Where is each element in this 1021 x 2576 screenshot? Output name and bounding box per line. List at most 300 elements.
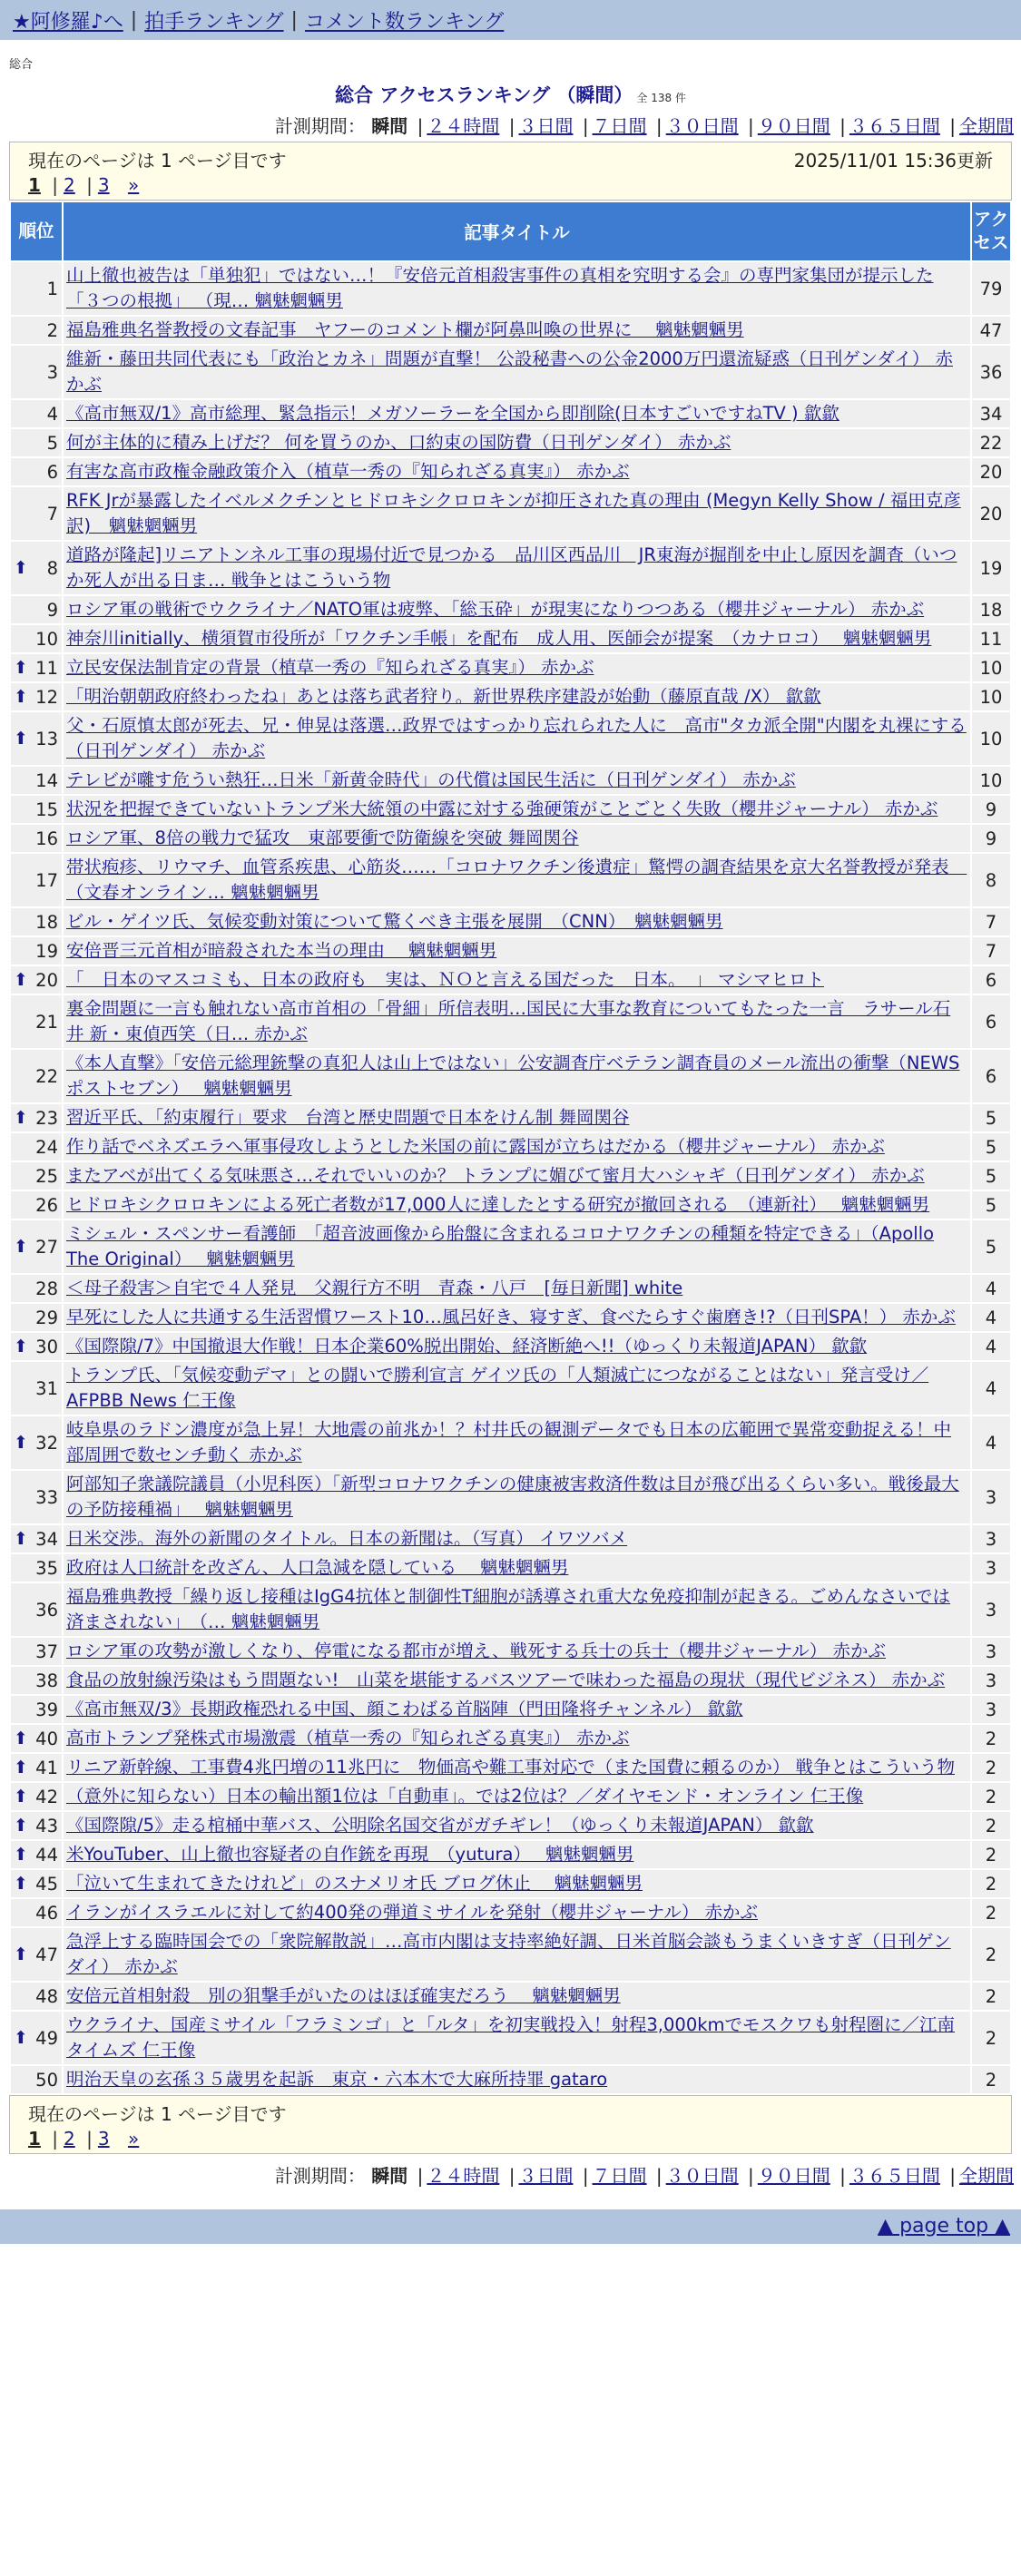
rank-cell [11,317,62,344]
rank-cell [11,542,62,594]
table-row [11,262,1010,315]
article-link[interactable]: またアベが出てくる気味悪さ…それでいいのか？ トランプに媚びて蜜月大ハシャギ（日刊ゲンダイ） 赤かぶ [66,1165,925,1186]
access-count: 2 [972,1754,1010,1781]
access-count: 2 [972,1899,1010,1926]
access-count: 2 [972,2012,1010,2064]
title-cell [64,317,970,344]
title-cell [64,1191,970,1219]
period-separator: | [655,2165,663,2187]
title-cell [64,400,970,427]
article-link[interactable]: 高市トランプ発株式市場激震（植草一秀の『知られざる真実』） 赤かぶ [66,1728,630,1748]
title-cell [64,262,970,315]
table-row [11,1104,1010,1131]
title-cell [64,2012,970,2064]
rank-number: 37 [35,1641,58,1662]
rank-cell [11,1275,62,1302]
title-cell [64,1841,970,1868]
article-link[interactable]: 《本人直撃》「安倍元総理銃撃の真犯人は山上ではない」公安調査庁ベテラン調査員のメール流出の衝撃（NEWSポストセブン） 魑魅魍魎男 [66,1053,960,1099]
article-link[interactable]: 福島雅典名誉教授の文春記事 ヤフーのコメント欄が阿鼻叫喚の世界に 魑魅魍魎男 [66,319,744,340]
period-option-90d[interactable]: ９０日間 [757,2165,830,2187]
access-count: 10 [972,712,1010,765]
page-top-link[interactable]: ▲ page top ▲ [878,2215,1010,2238]
article-link[interactable]: ロシア軍の攻勢が激しくなり、停電になる都市が増え、戦死する兵士の兵士（櫻井ジャーナル） 赤かぶ [66,1641,887,1661]
title-cell [64,1583,970,1636]
table-row [11,1928,1010,1981]
period-separator: | [748,115,754,137]
access-count: 3 [972,1638,1010,1665]
status-box-top [9,142,1012,201]
access-count: 8 [972,854,1010,906]
up-arrow-icon: ⬆ [14,658,28,678]
article-link[interactable]: RFK Jrが暴露したイベルメクチンとヒドロキシクロロキンが抑圧された真の理由 (Megyn Kelly Show / 福田克彦訳) 魑魅魍魎男 [66,490,961,536]
article-link[interactable]: ヒドロキシクロロキンによる死亡者数が17,000人に達したとする研究が撤回される （連新社） 魑魅魍魎男 [66,1194,930,1215]
up-arrow-icon: ⬆ [14,1845,28,1865]
access-count: 6 [972,995,1010,1048]
article-link[interactable]: 「泣いて生まれてきたけれど」のスナメリオ氏 ブログ休止 魑魅魍魎男 [66,1873,643,1894]
article-link[interactable]: 明治天皇の玄孫３５歳男を起訴 東京・六本木で大麻所持罪 gataro [66,2069,608,2090]
article-link[interactable]: 帯状疱疹、リウマチ、血管系疾患、心筋炎……「コロナワクチン後遺症」驚愕の調査結果を京大名誉教授が発表 （文春オンライン… 魑魅魍魎男 [66,857,967,903]
title-cell [64,346,970,398]
title-cell [64,966,970,994]
current-page-text: 現在のページは 1 ページ目です [28,150,287,171]
title-cell [64,1696,970,1723]
rank-cell [11,1362,62,1415]
pager-current: 1 [28,2128,41,2150]
access-count: 2 [972,1725,1010,1752]
rank-number: 35 [35,1557,58,1579]
article-link[interactable]: ロシア軍、8倍の戦力で猛攻 東部要衝で防衛線を突破 舞岡関谷 [66,828,579,848]
article-link[interactable]: 日米交渉。海外の新聞のタイトル。日本の新聞は。（写真） イワツバメ [66,1528,628,1549]
pager-separator: | [52,174,59,196]
article-link[interactable]: ウクライナ、国産ミサイル「フラミンゴ」と「ルタ」を初実戦投入！射程3,000kmでモスクワも射程圏に／江南タイムズ 仁王像 [66,2014,956,2061]
article-link[interactable]: 維新・藤田共同代表にも「政治とカネ」問題が直撃！ 公設秘書への公金2000万円還流疑惑（日刊ゲンダイ） 赤かぶ [66,348,953,395]
access-count: 20 [972,458,1010,485]
article-link[interactable]: 習近平氏、「約束履行」要求 台湾と歴史問題で日本をけん制 舞岡関谷 [66,1107,630,1128]
access-count: 2 [972,1812,1010,1839]
pager-current: 1 [28,174,41,196]
rank-cell [11,1754,62,1781]
title-cell [64,1554,970,1582]
rank-cell [11,429,62,456]
period-separator: | [508,2165,515,2187]
article-link[interactable]: 道路が隆起]リニアトンネル工事の現場付近で見つかる 品川区西品川 JR東海が掘削を中止し原因を調査（いつか死人が出る日ま… 戦争とはこういう物 [66,544,957,591]
page-title: 総合 アクセスランキング （瞬間） [335,84,633,106]
pager-separator: | [86,2128,93,2150]
article-link[interactable]: イランがイスラエルに対して約400発の弾道ミサイルを発射（櫻井ジャーナル） 赤かぶ [66,1902,758,1923]
article-link[interactable]: 安倍晋三元首相が暗殺された本当の理由 魑魅魍魎男 [66,940,497,961]
article-link[interactable]: （意外に知らない）日本の輸出額1位は「自動車」。では2位は？／ダイヤモンド・オンライン 仁王像 [66,1786,864,1807]
up-arrow-icon: ⬆ [14,970,28,990]
access-count: 4 [972,1416,1010,1469]
article-link[interactable]: 政府は人口統計を改ざん、人口急減を隠している 魑魅魍魎男 [66,1557,569,1578]
rank-cell [11,1191,62,1219]
table-row [11,654,1010,681]
current-page-text-bottom: 現在のページは 1 ページ目です [28,2103,287,2125]
pager-page-3[interactable]: 3 [97,2128,110,2150]
title-cell [64,1783,970,1810]
period-current: 瞬間 [371,115,408,137]
access-count: 11 [972,625,1010,652]
nav-link-comment-ranking[interactable]: コメント数ランキング [304,10,505,34]
article-link[interactable]: 「 日本のマスコミも、日本の政府も 実は、ＮＯと言える国だった 日本。 」 マシマヒロト [66,969,824,990]
rank-number: 27 [35,1236,58,1258]
article-link[interactable]: 安倍元首相射殺 別の狙撃手がいたのはほぼ確実だろう 魑魅魍魎男 [66,1985,621,2006]
title-cell [64,1162,970,1190]
table-header-row [11,202,1010,260]
up-arrow-icon: ⬆ [14,1337,28,1357]
title-cell [64,1416,970,1469]
title-cell [64,1471,970,1523]
rank-cell [11,1304,62,1331]
access-count: 10 [972,683,1010,710]
rank-number: 42 [35,1786,58,1807]
period-option-30d[interactable]: ３０日間 [665,115,739,137]
rank-number: 39 [35,1699,58,1720]
table-row [11,542,1010,594]
rank-cell [11,1050,62,1102]
article-link[interactable]: 食品の放射線汚染はもう問題ない! 山菜を堪能するバスツアーで味わった福島の現状（現代ビジネス） 赤かぶ [66,1670,946,1690]
header-title: 記事タイトル [64,202,970,260]
updated-timestamp: 2025/11/01 15:36更新 [793,150,993,171]
rank-number: 38 [35,1670,58,1691]
status-box-bottom [9,2095,1012,2154]
access-count: 2 [972,1783,1010,1810]
rank-number: 49 [35,2027,58,2049]
access-count: 5 [972,1220,1010,1273]
period-option-3d[interactable]: ３日間 [518,2165,574,2187]
title-cell [64,712,970,765]
title-cell [64,1870,970,1897]
table-row [11,1725,1010,1752]
access-count: 47 [972,317,1010,344]
total-count: 全 138 件 [636,92,686,104]
access-count: 4 [972,1362,1010,1415]
up-arrow-icon: ⬆ [14,1787,28,1807]
rank-number: 32 [35,1432,58,1454]
article-link[interactable]: 《高市無双/1》高市総理、緊急指示！メガソーラーを全国から即削除(日本すごいですねTV ) 歙歙 [66,403,839,424]
access-count: 3 [972,1471,1010,1523]
rank-number: 6 [46,461,58,483]
period-option-7d[interactable]: ７日間 [592,2165,647,2187]
rank-number: 44 [35,1844,58,1866]
article-link[interactable]: 神奈川initially、横須賀市役所が「ワクチン手帳」を配布 成人用、医師会が提案 （カナロコ） 魑魅魍魎男 [66,628,932,649]
title-cell [64,1525,970,1552]
rank-cell [11,1899,62,1926]
rank-number: 2 [46,319,58,341]
title-cell [64,596,970,623]
access-count: 2 [972,1983,1010,2010]
rank-number: 36 [35,1599,58,1621]
title-cell [64,1754,970,1781]
period-option-all[interactable]: 全期間 [959,115,1014,137]
title-cell [64,1133,970,1161]
article-link[interactable]: 裏金問題に一言も触れない高市首相の「骨細」所信表明…国民に大事な教育についてもたった一言 ラサール石井 新・東偵西笑（日… 赤かぶ [66,998,951,1044]
rank-cell [11,262,62,315]
article-link[interactable]: 《国際隙/7》中国撤退大作戦！日本企業60%脱出開始、経済断絶へ!!（ゆっくり未報道JAPAN） 歙歙 [66,1336,868,1357]
title-cell [64,1275,970,1302]
table-row [11,1162,1010,1190]
title-cell [64,1333,970,1360]
rank-number: 4 [46,403,58,425]
rank-cell [11,346,62,398]
rank-number: 46 [35,1902,58,1924]
access-count: 20 [972,487,1010,540]
table-row [11,966,1010,994]
rank-cell [11,654,62,681]
article-link[interactable]: ビル・ゲイツ氏、気候変動対策について驚くべき主張を展開 （CNN） 魑魅魍魎男 [66,911,723,932]
pager-bottom [28,2128,993,2150]
title-cell [64,1050,970,1102]
period-separator: | [949,115,956,137]
pager-page-2[interactable]: 2 [64,174,75,196]
article-link[interactable]: リニア新幹線、工事費4兆円増の11兆円に 物価高や難工事対応で（また国費に頼るのか） 戦争とはこういう物 [66,1757,956,1778]
rank-cell [11,1638,62,1665]
title-cell [64,796,970,823]
title-cell [64,1928,970,1981]
access-count: 3 [972,1525,1010,1552]
table-row [11,1050,1010,1102]
up-arrow-icon: ⬆ [14,558,28,578]
title-cell [64,767,970,794]
title-cell [64,1725,970,1752]
title-cell [64,458,970,485]
ranking-table [9,201,1012,2095]
rank-number: 41 [35,1757,58,1778]
rank-cell [11,1471,62,1523]
period-option-all[interactable]: 全期間 [959,2165,1014,2187]
rank-number: 30 [35,1336,58,1357]
access-count: 22 [972,429,1010,456]
article-link[interactable]: ロシア軍の戦術でウクライナ／NATO軍は疲弊、「総玉砕」が現実になりつつある（櫻井ジャーナル） 赤かぶ [66,599,925,620]
article-link[interactable]: 父・石原慎太郎が死去、兄・伸晃は落選…政界ではすっかり忘れられた人に 高市"タカ派全開"内閣を丸裸にする（日刊ゲンダイ） 赤かぶ [66,715,967,761]
up-arrow-icon: ⬆ [14,687,28,707]
title-cell [64,1362,970,1415]
up-arrow-icon: ⬆ [14,1433,28,1453]
up-arrow-icon: ⬆ [14,1108,28,1128]
title-cell [64,1304,970,1331]
period-option-24h[interactable]: ２４時間 [427,2165,500,2187]
rank-cell [11,625,62,652]
access-count: 10 [972,654,1010,681]
rank-number: 26 [35,1194,58,1216]
article-link[interactable]: 何が主体的に積み上げだ？ 何を買うのか、口約束の国防費（日刊ゲンダイ） 赤かぶ [66,432,731,453]
rank-number: 48 [35,1985,58,2007]
access-count: 3 [972,1696,1010,1723]
article-link[interactable]: 阿部知子衆議院議員（小児科医）「新型コロナワクチンの健康被害救済件数は目が飛び出るくらい多い。戦後最大の予防接種禍」 魑魅魍魎男 [66,1474,959,1520]
article-link[interactable]: 「明治朝朝政府終わったね」あとは落ち武者狩り。新世界秩序建設が始動（藤原直哉 /X） 歙歙 [66,686,821,707]
article-link[interactable]: 《高市無双/3》長期政権恐れる中国、顔こわばる首脳陣（門田隆将チャンネル） 歙歙 [66,1699,743,1719]
table-row [11,1812,1010,1839]
title-cell [64,1104,970,1131]
title-cell [64,1638,970,1665]
period-option-90d[interactable]: ９０日間 [757,115,830,137]
access-count: 19 [972,542,1010,594]
pager-page-2[interactable]: 2 [64,2128,75,2150]
status-row [28,146,993,172]
table-row [11,825,1010,852]
header-count: アクセス [972,202,1010,260]
access-count: 4 [972,1304,1010,1331]
article-link[interactable]: 《国際隙/5》走る棺桶中華バス、公明除名国交省がガチギレ！（ゆっくり未報道JAPAN） 歙歙 [66,1815,814,1836]
table-row [11,1220,1010,1273]
table-row [11,908,1010,935]
title-cell [64,825,970,852]
rank-number: 25 [35,1165,58,1187]
ranking-table-body [11,262,1010,2093]
breadcrumb: 総合 [9,58,34,72]
table-row [11,2012,1010,2064]
nav-link-asyura[interactable]: ★阿修羅♪へ [13,10,123,34]
access-count: 36 [972,346,1010,398]
rank-number: 16 [35,828,58,849]
table-row [11,1304,1010,1331]
table-row [11,1525,1010,1552]
access-count: 18 [972,596,1010,623]
period-option-30d[interactable]: ３０日間 [665,2165,739,2187]
period-option-365d[interactable]: ３６５日間 [849,2165,940,2187]
table-row [11,1333,1010,1360]
access-count: 6 [972,1050,1010,1102]
access-count: 2 [972,1841,1010,1868]
rank-number: 18 [35,911,58,933]
pager-next[interactable]: » [127,2128,140,2150]
rank-cell [11,966,62,994]
rank-cell [11,796,62,823]
period-option-24h[interactable]: ２４時間 [427,115,500,137]
access-count: 7 [972,908,1010,935]
table-row [11,429,1010,456]
rank-number: 21 [35,1011,58,1033]
up-arrow-icon: ⬆ [14,1874,28,1894]
rank-number: 23 [35,1107,58,1129]
rank-number: 22 [35,1065,58,1087]
period-separator: | [655,115,663,137]
pager-next[interactable]: » [127,174,140,196]
rank-number: 9 [46,599,58,621]
top-nav [0,0,1021,40]
article-link[interactable]: 急浮上する臨時国会での「衆院解散説」…高市内閣は支持率絶好調、日米首脳会談もうまくいきすぎ（日刊ゲンダイ） 赤かぶ [66,1931,951,1977]
period-separator: | [839,115,846,137]
table-row [11,458,1010,485]
table-row [11,1471,1010,1523]
article-link[interactable]: 福島雅典教授「繰り返し接種はIgG4抗体と制御性T細胞が誘導され重大な免疫抑制が起きる。ごめんなさいでは済まされない」 （… 魑魅魍魎男 [66,1586,951,1632]
table-row [11,995,1010,1048]
access-count: 4 [972,1333,1010,1360]
article-link[interactable]: 山上徹也被告は「単独犯」ではない…！『安倍元首相殺害事件の真相を究明する会』の専門家集団が提示した「３つの根拠」 （現… 魑魅魍魎男 [66,265,934,311]
rank-cell [11,1220,62,1273]
rank-number: 13 [35,728,58,749]
up-arrow-icon: ⬆ [14,1729,28,1748]
title-cell [64,429,970,456]
access-count: 6 [972,966,1010,994]
rank-number: 12 [35,686,58,708]
period-option-365d[interactable]: ３６５日間 [849,115,940,137]
up-arrow-icon: ⬆ [14,729,28,749]
table-row [11,1754,1010,1781]
table-row [11,796,1010,823]
access-count: 2 [972,1928,1010,1981]
period-option-7d[interactable]: ７日間 [592,115,647,137]
pager-separator: | [52,2128,59,2150]
rank-number: 20 [35,969,58,991]
access-count: 5 [972,1191,1010,1219]
rank-number: 50 [35,2069,58,2091]
rank-number: 17 [35,869,58,891]
article-link[interactable]: トランプ氏、「気候変動デマ」との闘いで勝利宣言 ゲイツ氏の「人類滅亡につながることはない」発言受け／AFPBB News 仁王像 [66,1365,929,1411]
access-count: 7 [972,937,1010,965]
up-arrow-icon: ⬆ [14,1758,28,1778]
title-cell [64,908,970,935]
period-separator: | [417,115,424,137]
table-row [11,1983,1010,2010]
article-link[interactable]: 米YouTuber、山上徹也容疑者の自作銃を再現 （yutura） 魑魅魍魎男 [66,1844,634,1865]
header-rank: 順位 [11,202,62,260]
access-count: 5 [972,1104,1010,1131]
article-link[interactable]: 岐阜県のラドン濃度が急上昇！大地震の前兆か！？村井氏の観測データでも日本の広範囲で異常変動捉える！中部周囲で数センチ動く 赤かぶ [66,1419,952,1465]
rank-cell [11,487,62,540]
title-cell [64,625,970,652]
table-row [11,1275,1010,1302]
access-count: 4 [972,1275,1010,1302]
table-row [11,683,1010,710]
rank-cell [11,1104,62,1131]
rank-cell [11,1525,62,1552]
access-count: 5 [972,1133,1010,1161]
article-link[interactable]: 早死にした人に共通する生活習慣ワースト10…風呂好き、寝すぎ、食べたらすぐ歯磨き!?（日刊SPA！） 赤かぶ [66,1307,956,1327]
article-link[interactable]: 作り話でベネズエラへ軍事侵攻しようとした米国の前に露国が立ちはだかる（櫻井ジャーナル） 赤かぶ [66,1136,885,1157]
article-link[interactable]: 状況を把握できていないトランプ米大統領の中露に対する強硬策がことごとく失敗（櫻井ジャーナル） 赤かぶ [66,798,938,819]
rank-number: 43 [35,1815,58,1837]
period-current: 瞬間 [371,2165,408,2187]
period-separator: | [508,115,515,137]
article-link[interactable]: ミシェル・スペンサー看護師 「超音波画像から胎盤に含まれるコロナワクチンの種類を特定できる」（Apollo The Original） 魑魅魍魎男 [66,1223,935,1269]
table-row [11,1667,1010,1694]
title-cell [64,2066,970,2093]
article-link[interactable]: 有害な高市政権金融政策介入（植草一秀の『知られざる真実』） 赤かぶ [66,461,630,482]
article-link[interactable]: 立民安保法制肯定の背景（植草一秀の『知られざる真実』） 赤かぶ [66,657,594,678]
up-arrow-icon: ⬆ [14,1944,28,1964]
article-link[interactable]: ＜母子殺害＞自宅で４人発見 父親行方不明 青森・八戸 [毎日新聞] white [66,1278,683,1298]
period-separator: | [839,2165,846,2187]
period-label: 計測期間： [274,2165,366,2187]
title-cell [64,1667,970,1694]
rank-number: 1 [46,278,58,299]
rank-cell [11,2012,62,2064]
article-link[interactable]: テレビが囃す危うい熱狂…日米「新黄金時代」の代償は国民生活に（日刊ゲンダイ） 赤かぶ [66,769,796,790]
period-label: 計測期間： [274,115,366,137]
table-row [11,937,1010,965]
table-row [11,712,1010,765]
nav-link-applause-ranking[interactable]: 拍手ランキング [144,10,284,34]
table-row [11,1362,1010,1415]
period-selector-bottom [0,2161,1021,2188]
rank-cell [11,1416,62,1469]
title-cell [64,654,970,681]
rank-cell [11,683,62,710]
title-cell [64,1812,970,1839]
rank-number: 28 [35,1278,58,1299]
rank-number: 15 [35,798,58,820]
pager-page-3[interactable]: 3 [97,174,110,196]
period-option-3d[interactable]: ３日間 [518,115,574,137]
rank-number: 31 [35,1377,58,1399]
up-arrow-icon: ⬆ [14,2028,28,2048]
table-row [11,317,1010,344]
period-separator: | [949,2165,956,2187]
title-cell [64,487,970,540]
table-row [11,596,1010,623]
table-row [11,1416,1010,1469]
